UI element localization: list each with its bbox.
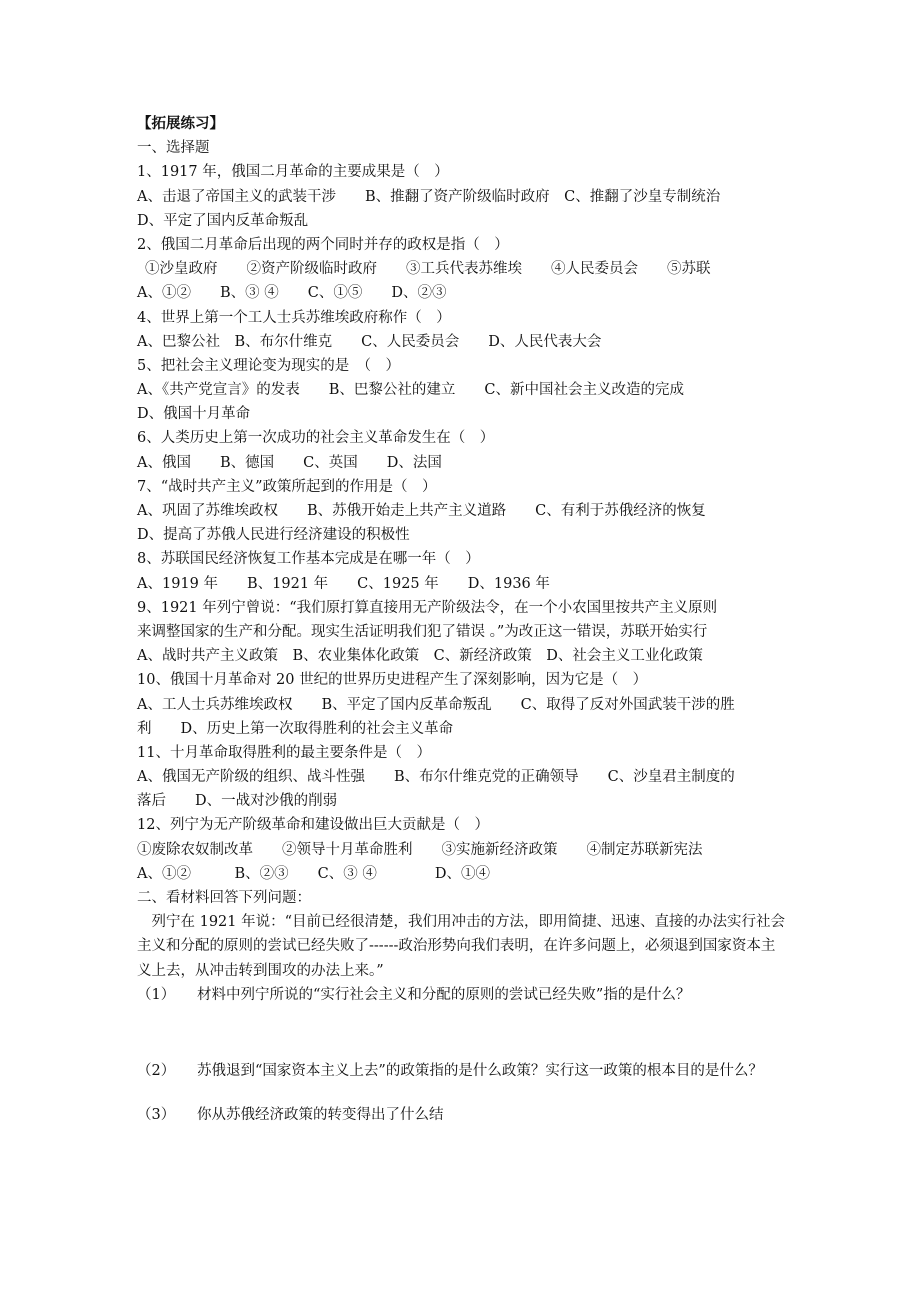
question-options: D、提高了苏俄人民进行经济建设的积极性 <box>137 527 410 544</box>
question-options: A、工人士兵苏维埃政权 B、平定了国内反革命叛乱 C、取得了反对外国武装干涉的胜 <box>137 696 735 713</box>
subquestion-number: （3） <box>137 1107 176 1124</box>
subquestion-text: 材料中列宁所说的“实行社会主义和分配的原则的尝试已经失败”指的是什么？ <box>197 986 691 1003</box>
section-title: 一、选择题 <box>137 140 210 157</box>
question-options: 落后 D、一战对沙俄的削弱 <box>137 793 338 810</box>
question-options: D、俄国十月革命 <box>137 406 251 423</box>
question-items: ①废除农奴制改革 ②领导十月革命胜利 ③实施新经济政策 ④制定苏联新宪法 <box>137 841 703 858</box>
question-stem: 9、1921 年列宁曾说：“我们原打算直接用无产阶级法令，在一个小农国里按共产主义原则 <box>137 599 718 616</box>
subquestion-text: 苏俄退到“国家资本主义上去”的政策指的是什么政策？实行这一政策的根本目的是什么？ <box>197 1063 763 1079</box>
subquestion-number: （2） <box>137 1063 176 1079</box>
section-title: 二、看材料回答下列问题： <box>137 890 311 906</box>
subquestion-text: 你从苏俄经济政策的转变得出了什么结 <box>197 1107 444 1124</box>
question-options: A、战时共产主义政策 B、农业集体化政策 C、新经济政策 D、社会主义工业化政策 <box>137 648 703 665</box>
question-stem: 12、列宁为无产阶级革命和建设做出巨大贡献是（ ） <box>137 817 489 834</box>
question-stem: 4、世界上第一个工人士兵苏维埃政府称作（ ） <box>137 309 451 326</box>
question-options: A、①② B、③ ④ C、①⑤ D、②③ <box>137 285 447 302</box>
subquestion <box>137 1059 787 1083</box>
question-stem: 11、十月革命取得胜利的最主要条件是（ ） <box>137 744 431 761</box>
question-options: D、平定了国内反革命叛乱 <box>137 212 309 229</box>
question-items: ①沙皇政府 ②资产阶级临时政府 ③工兵代表苏维埃 ④人民委员会 ⑤苏联 <box>145 261 711 278</box>
document-content <box>137 112 787 1127</box>
question-options: A、《共产党宣言》的发表 B、巴黎公社的建立 C、新中国社会主义改造的完成 <box>137 382 684 399</box>
material-passage: 列宁在 1921 年说：“目前已经很清楚，我们用冲击的方法，即用简捷、迅速、直接的办法实行社会主义和分配的原则的尝试已经失败了------政治形势向我们表明，在许多问题上，必须退到国家资本主义上去，从冲击转到围攻的办法上来。” <box>137 914 786 979</box>
question-options: 利 D、历史上第一次取得胜利的社会主义革命 <box>137 720 454 737</box>
question-options: A、俄国 B、德国 C、英国 D、法国 <box>137 454 442 471</box>
question-stem: 6、人类历史上第一次成功的社会主义革命发生在（ ） <box>137 430 495 447</box>
question-options: A、击退了帝国主义的武装干涉 B、推翻了资产阶级临时政府 C、推翻了沙皇专制统治 <box>137 188 721 205</box>
question-stem: 7、“战时共产主义”政策所起到的作用是（ ） <box>137 478 437 495</box>
question-options: A、巴黎公社 B、布尔什维克 C、人民委员会 D、人民代表大会 <box>137 333 602 350</box>
question-stem: 8、苏联国民经济恢复工作基本完成是在哪一年（ ） <box>137 551 480 568</box>
question-stem: 1、1917 年，俄国二月革命的主要成果是（ ） <box>137 164 449 181</box>
question-options: A、①② B、②③ C、③ ④ D、①④ <box>137 865 490 882</box>
question-stem: 来调整国家的生产和分配。现实生活证明我们犯了错误 。”为改正这一错误，苏联开始实行 <box>137 623 708 640</box>
subquestion <box>137 1103 787 1127</box>
question-options: A、俄国无产阶级的组织、战斗性强 B、布尔什维克党的正确领导 C、沙皇君主制度的 <box>137 769 735 786</box>
section-heading: 【拓展练习】 <box>137 115 224 132</box>
question-options: A、1919 年 B、1921 年 C、1925 年 D、1936 年 <box>137 575 550 592</box>
subquestion <box>137 983 787 1007</box>
question-stem: 2、俄国二月革命后出现的两个同时并存的政权是指（ ） <box>137 236 509 253</box>
question-stem: 5、把社会主义理论变为现实的是 （ ） <box>137 357 400 374</box>
question-options: A、巩固了苏维埃政权 B、苏俄开始走上共产主义道路 C、有利于苏俄经济的恢复 <box>137 503 706 519</box>
subquestion-number: （1） <box>137 986 176 1003</box>
question-stem: 10、俄国十月革命对 20 世纪的世界历史进程产生了深刻影响，因为它是（ ） <box>137 672 648 689</box>
